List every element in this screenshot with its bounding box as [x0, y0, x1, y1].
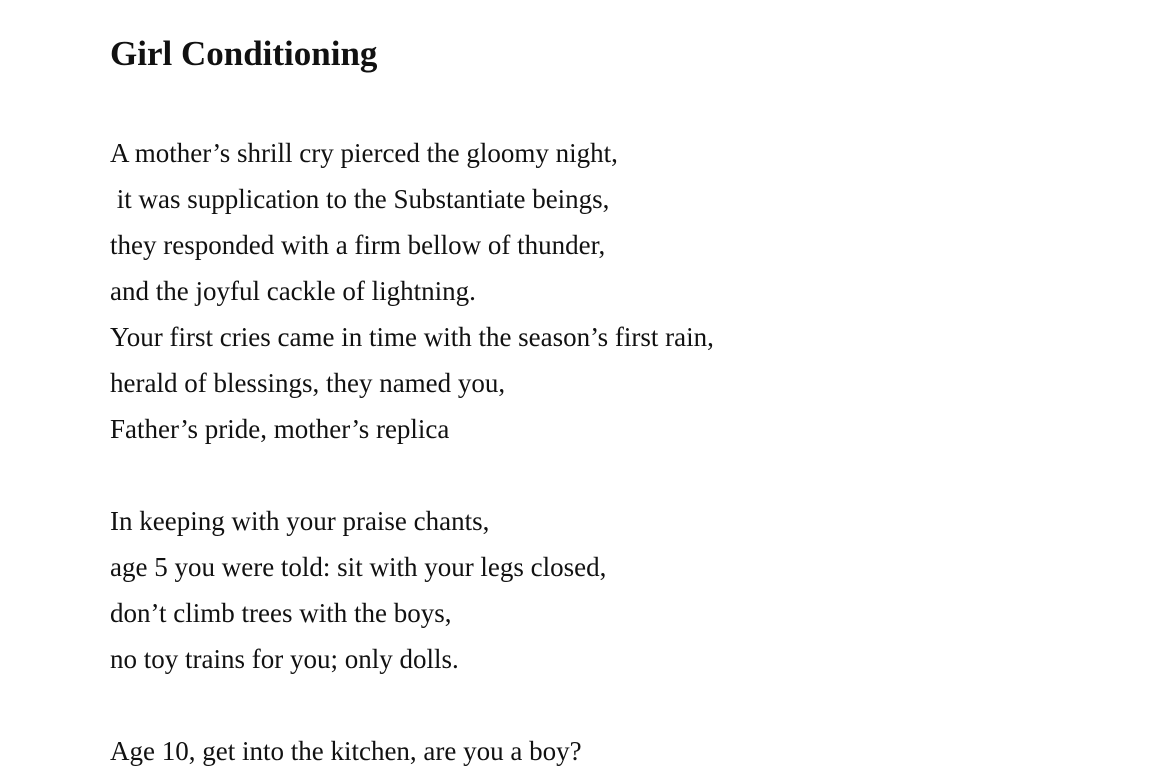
- poem-line: A mother’s shrill cry pierced the gloomy night,: [110, 138, 618, 168]
- poem-line: Age 10, get into the kitchen, are you a boy?: [110, 736, 582, 766]
- poem-title: Girl Conditioning: [110, 34, 378, 73]
- stanza-2: [110, 498, 1110, 682]
- poem-line: they responded with a firm bellow of thunder,: [110, 230, 606, 260]
- poem-line: and the joyful cackle of lightning.: [110, 276, 476, 306]
- stanza-1: [110, 130, 1110, 452]
- poem-line: age 5 you were told: sit with your legs closed,: [110, 552, 607, 582]
- poem-line: no toy trains for you; only dolls.: [110, 644, 459, 674]
- poem-line: Father’s pride, mother’s replica: [110, 414, 450, 444]
- poem: [110, 26, 1110, 774]
- poem-line: it was supplication to the Substantiate beings,: [110, 184, 610, 214]
- poem-line: herald of blessings, they named you,: [110, 368, 506, 398]
- poem-line: In keeping with your praise chants,: [110, 506, 490, 536]
- poem-line: Your first cries came in time with the season’s first rain,: [110, 322, 714, 352]
- stanza-3: [110, 728, 1110, 774]
- poem-line: don’t climb trees with the boys,: [110, 598, 452, 628]
